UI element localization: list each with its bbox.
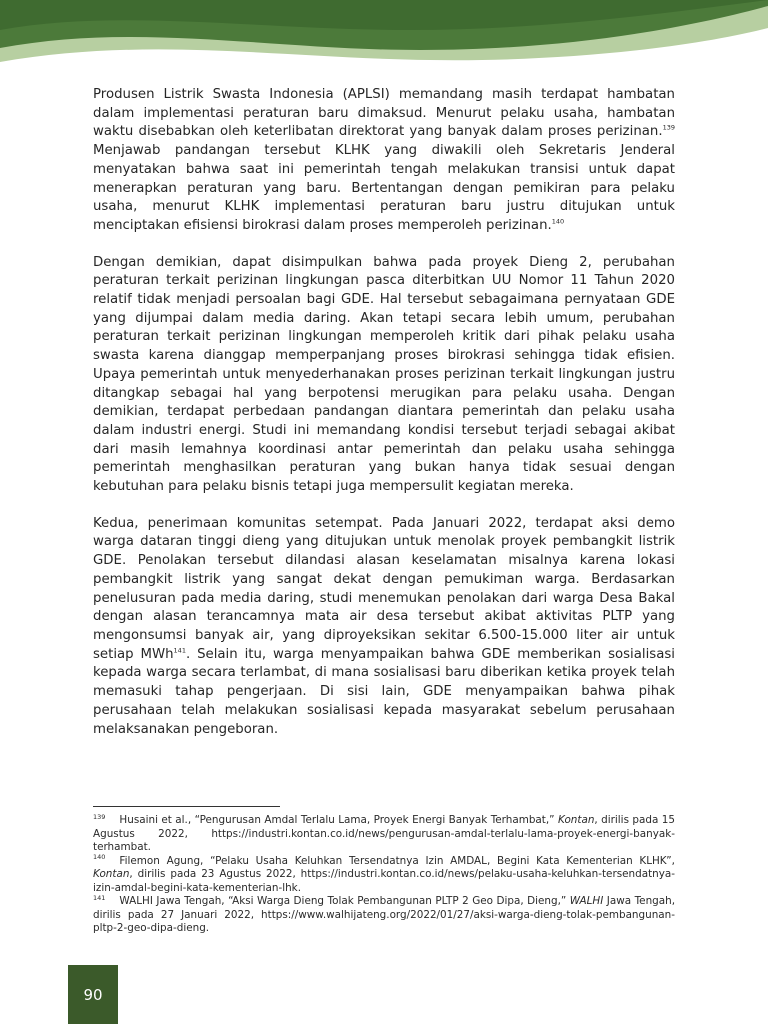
paragraph-community (93, 515, 675, 739)
footnote-ref-141[interactable]: 141 (173, 646, 186, 655)
paragraph-conclusion: Dengan demikian, dapat disimpulkan bahwa pada proyek Dieng 2, perubahan peraturan terkait perizinan lingkungan pasca diterbitkan UU Nomor 11 Tahun 2020 relatif tidak menjadi persoalan bagi GDE. Hal tersebut sebagaimana pernyataan GDE yang dijumpai dalam media daring. Akan tetapi secara lebih umum, perubahan peraturan terkait perizinan lingkungan memperoleh kritik dari pihak pelaku usaha swasta karena dianggap memperpanjang proses birokrasi sehingga tidak efisien. Upaya pemerintah untuk menyederhanakan proses perizinan terkait lingkungan justru ditangkap sebagai hal yang berpotensi merugikan para pelaku usaha. Dengan demikian, terdapat perbedaan pandangan diantara pemerintah dan pelaku usaha dalam industri energi. Studi ini memandang kondisi tersebut terjadi sebagai akibat dari masih lemahnya koordinasi antar pemerintah dan pelaku usaha sehingga pemerintah menghasilkan peraturan yang bukan hanya tidak sesuai dengan kebutuhan para pelaku bisnis tetapi juga mempersulit kegiatan mereka. (93, 254, 675, 495)
paragraph-aplsi (93, 86, 675, 236)
paragraph-text: . Selain itu, warga menyampaikan bahwa GDE memberikan sosialisasi kepada warga secara terlambat, di mana sosialisasi baru diberikan ketika proyek telah memasuki tahap pengerjaan. Di sisi lain, GDE menyampaikan bahwa pihak perusahaan telah melakukan sosialisasi kepada masyarakat sebelum perusahaan melaksanakan pengeboran. (93, 646, 675, 737)
main-text (93, 86, 675, 757)
footnote-number: 140 (93, 853, 106, 862)
footnote-source: Kontan (558, 814, 595, 826)
footnote-source: Kontan (93, 868, 130, 880)
footnote-text: WALHI Jawa Tengah, “Aksi Warga Dieng Tolak Pembangunan PLTP 2 Geo Dipa, Dieng,” (119, 895, 570, 907)
footnote-139 (93, 814, 675, 855)
page-number-box (68, 965, 118, 1024)
header-wave-decoration (0, 0, 768, 80)
paragraph-text: Menjawab pandangan tersebut KLHK yang diwakili oleh Sekretaris Jenderal menyatakan bahwa saat ini pemerintah tengah melakukan transisi untuk dapat menerapkan peraturan yang baru. Bertentangan dengan pemikiran para pelaku usaha, menurut KLHK implementasi peraturan baru justru ditujukan untuk menciptakan efisiensi birokrasi dalam proses memperoleh perizinan. (93, 143, 675, 233)
footnote-source: WALHI (569, 895, 604, 907)
footnote-141 (93, 895, 675, 936)
footnote-text: Filemon Agung, “Pelaku Usaha Keluhkan Tersendatnya Izin AMDAL, Begini Kata Kementerian KLHK”, (119, 854, 675, 867)
footnote-text: , dirilis pada 23 Agustus 2022, https://industri.kontan.co.id/news/pelaku-usaha-keluhkan-tersendatnya-izin-amdal-begini-kata-kementerian-lhk. (93, 868, 675, 894)
paragraph-text: Kedua, penerimaan komunitas setempat. Pada Januari 2022, terdapat aksi demo warga dataran tinggi dieng yang ditujukan untuk menolak proyek pembangkit listrik GDE. Penolakan tersebut dilandasi alasan keselamatan misalnya karena lokasi pembangkit listrik yang sangat dekat dengan pemukiman warga. Berdasarkan penelusuran pada media daring, studi menemukan penolakan dari warga Desa Bakal dengan alasan terancamnya mata air desa tersebut akibat aktivitas PLTP yang mengonsumsi banyak air, yang diproyeksikan sekitar 6.500-15.000 liter air untuk setiap MWh (93, 515, 675, 662)
footnote-text: Jawa Tengah, dirilis pada 27 Januari 2022, https://www.walhijateng.org/2022/01/27/aksi-warga-dieng-tolak-pembangunan-pltp-2-geo-dipa-dieng. (93, 895, 675, 934)
footnote-140 (93, 855, 675, 896)
page-number: 90 (83, 985, 103, 1004)
footnote-number: 141 (93, 893, 106, 902)
paragraph-text: Produsen Listrik Swasta Indonesia (APLSI) memandang masih terdapat hambatan dalam implementasi peraturan baru dimaksud. Menurut pelaku usaha, hambatan waktu disebabkan oleh keterlibatan direktorat yang banyak dalam proses perizinan. (93, 87, 675, 140)
footnote-text: Husaini et al., “Pengurusan Amdal Terlalu Lama, Proyek Energi Banyak Terhambat,” (119, 814, 558, 826)
footnote-ref-140[interactable]: 140 (551, 217, 565, 226)
footnotes (93, 806, 675, 936)
footnote-ref-139[interactable]: 139 (662, 123, 675, 132)
footnote-text: , dirilis pada 15 Agustus 2022, https://industri.kontan.co.id/news/pengurusan-amdal-terlalu-lama-proyek-energi-banyak-terhambat. (93, 814, 675, 853)
footnote-divider (93, 806, 280, 807)
footnote-number: 139 (93, 812, 106, 821)
